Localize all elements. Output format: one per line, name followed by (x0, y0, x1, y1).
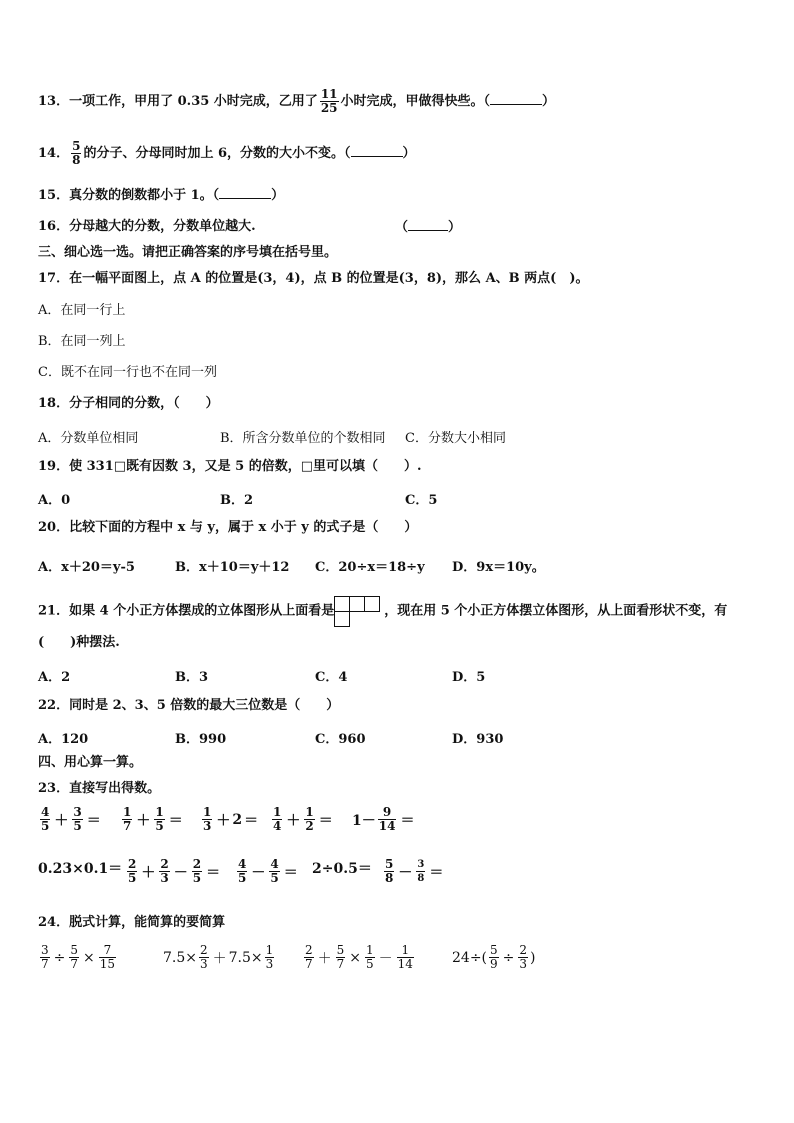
q24-expr-2: 7.5× $\frac{2}{3}$ ＋ 7.5× $\frac{1}{3}$ (163, 943, 274, 971)
q16-answer: （ ） (395, 220, 462, 235)
q15-text: 真分数的倒数都小于 1。（ (69, 188, 220, 203)
section-3-heading: 三、细心选一选。请把正确答案的序号填在括号里。 (38, 245, 338, 260)
q13-number: 13． (38, 94, 70, 109)
q14-answer-blank[interactable] (351, 144, 403, 157)
q13-fraction: $\frac{11}{25}$ (320, 87, 338, 115)
q13-answer-blank[interactable] (490, 92, 542, 105)
q20-option-c[interactable]: C．20÷x＝18÷y (315, 560, 425, 575)
q23-expr-7: $\frac{2}{5}$ ＋ $\frac{2}{3}$ － $\frac{2}{5}$ ＝ (128, 857, 221, 885)
q15-answer-blank[interactable] (219, 186, 271, 199)
q16-text: 分母越大的分数，分数单位越大. (69, 219, 256, 234)
q21-option-d[interactable]: D．5 (452, 670, 486, 685)
question-18: 18．分子相同的分数，（ ） (38, 396, 219, 411)
question-16: 16．分母越大的分数，分数单位越大. (38, 219, 256, 234)
q21-option-c[interactable]: C．4 (315, 670, 348, 685)
q19-option-c[interactable]: C．5 (405, 493, 438, 508)
q20-option-b[interactable]: B．x＋10＝y＋12 (175, 560, 290, 575)
q23-expr-4: $\frac{1}{4}$ ＋ $\frac{1}{2}$ ＝ (273, 805, 333, 833)
question-14: 14． $\frac{5}{8}$ 的分子、分母同时加上 6，分数的大小不变。（ ） (38, 139, 416, 167)
q18-option-b[interactable]: B．所含分数单位的个数相同 (220, 431, 386, 446)
q21-text-1: 21．如果 4 个小正方体摆成的立体图形从上面看是 (38, 603, 335, 619)
q14-text: 的分子、分母同时加上 6，分数的大小不变。（ (83, 146, 351, 161)
q23-expr-3: $\frac{1}{3}$ ＋ 2 ＝ (203, 805, 259, 833)
q22-option-c[interactable]: C．960 (315, 732, 366, 747)
q24-expr-1: $\frac{3}{7}$ ÷ $\frac{5}{7}$ × $\frac{7}{15}$ (41, 943, 116, 971)
q14-fraction: $\frac{5}{8}$ (72, 139, 81, 167)
question-17: 17．在一幅平面图上，点 A 的位置是(3，4)，点 B 的位置是(3，8)，那么 A、B 两点( )。 (38, 271, 589, 286)
q13-text-1: 一项工作，甲用了 0.35 小时完成，乙用了 (69, 94, 318, 109)
q18-option-c[interactable]: C．分数大小相同 (405, 431, 506, 446)
q21-text-2: ，现在用 5 个小正方体摆立体图形，从上面看形状不变，有 (384, 603, 728, 619)
top-view-shape (334, 596, 384, 626)
question-20: 20．比较下面的方程中 x 与 y，属于 x 小于 y 的式子是（ ） (38, 520, 418, 535)
q23-expr-10: $\frac{5}{8}$ － $\frac{3}{8}$ ＝ (385, 857, 444, 885)
q23-expr-1: $\frac{4}{5}$ ＋ $\frac{3}{5}$ ＝ (41, 805, 101, 833)
q21-option-b[interactable]: B．3 (175, 670, 209, 685)
q19-option-a[interactable]: A．0 (38, 493, 71, 508)
question-15: 15．真分数的倒数都小于 1。（ ） (38, 188, 285, 203)
question-19: 19．使 331□既有因数 3，又是 5 的倍数，□里可以填（ ）. (38, 459, 422, 474)
q14-number: 14． (38, 146, 70, 161)
q22-option-b[interactable]: B．990 (175, 732, 227, 747)
q17-option-b[interactable]: B．在同一列上 (38, 334, 126, 349)
q23-expr-6: 0.23×0.1＝ (38, 861, 123, 877)
q21-option-a[interactable]: A．2 (38, 670, 71, 685)
question-22: 22．同时是 2、3、5 倍数的最大三位数是（ ） (38, 698, 340, 713)
question-21 (38, 596, 727, 626)
q23-expr-8: $\frac{4}{5}$ － $\frac{4}{5}$ ＝ (238, 857, 298, 885)
question-23: 23．直接写出得数。 (38, 781, 161, 796)
q24-expr-4: 24÷( $\frac{5}{9}$ ÷ $\frac{2}{3}$ ) (452, 943, 536, 971)
q20-option-a[interactable]: A．x＋20＝y-5 (38, 560, 135, 575)
question-13: 13．一项工作，甲用了 0.35 小时完成，乙用了 $\frac{11}{25}$ 小时完成，甲做得快些。（ ） (38, 87, 556, 115)
q21-text-3: ( )种摆法. (38, 635, 120, 650)
question-24: 24．脱式计算，能简算的要简算 (38, 915, 226, 930)
q22-option-a[interactable]: A．120 (38, 732, 89, 747)
q24-expr-3: $\frac{2}{7}$ ＋ $\frac{5}{7}$ × $\frac{1}{5}$ － $\frac{1}{14}$ (305, 943, 413, 971)
q20-option-d[interactable]: D．9x＝10y。 (452, 560, 545, 575)
q22-option-d[interactable]: D．930 (452, 732, 504, 747)
q13-text-2: 小时完成，甲做得快些。（ (340, 94, 491, 109)
q23-expr-5: 1－ $\frac{9}{14}$ ＝ (352, 805, 415, 833)
q18-option-a[interactable]: A．分数单位相同 (38, 431, 139, 446)
q16-answer-blank[interactable] (408, 218, 448, 231)
q17-option-a[interactable]: A．在同一行上 (38, 303, 126, 318)
q17-option-c[interactable]: C．既不在同一行也不在同一列 (38, 365, 217, 380)
section-4-heading: 四、用心算一算。 (38, 755, 143, 770)
q23-expr-9: 2÷0.5＝ (312, 861, 372, 877)
q19-option-b[interactable]: B．2 (220, 493, 254, 508)
q23-expr-2: $\frac{1}{7}$ ＋ $\frac{1}{5}$ ＝ (123, 805, 183, 833)
